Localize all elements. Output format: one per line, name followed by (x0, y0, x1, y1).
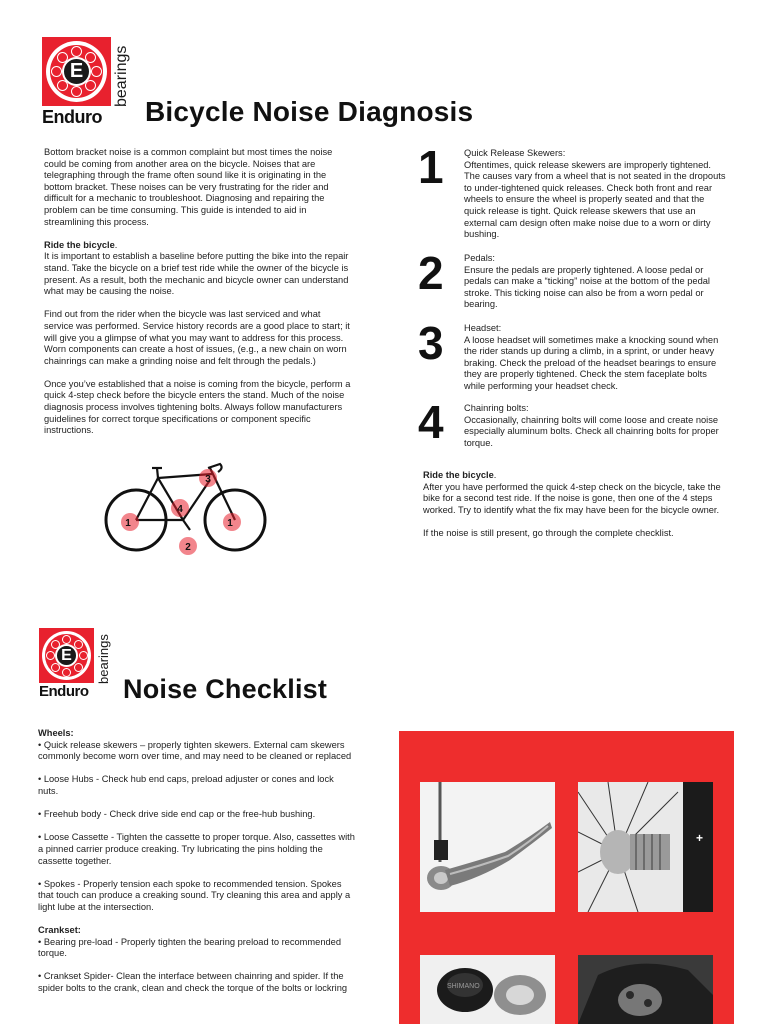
marker-label: 2 (185, 542, 191, 553)
step-1 (464, 148, 726, 241)
photo-panel (399, 731, 734, 1024)
logo-brand-text: Enduro (39, 683, 89, 700)
logo-letter: E (62, 57, 91, 86)
logo-letter: E (55, 644, 78, 667)
page-title: Bicycle Noise Diagnosis (145, 96, 474, 127)
enduro-logo (39, 628, 119, 700)
list-item: • Crankset Spider- Clean the interface between chainring and spider. If the spider bolts to the crank, clean and check the torque of the bolts or lockring (38, 971, 348, 994)
step-title: Headset: (464, 323, 502, 333)
step-number: 1 (418, 141, 444, 193)
step-description: Oftentimes, quick release skewers are improperly tightened. The causes vary from a wheel that is not seated in the dropouts to under-tightened quick releases. Check both front and rear wheels to ensure the wheel is properly seated and that the quick release is tight. Quick release skewers that use an external cam design often make noise due to a worn or dirty bushing. (464, 159, 726, 240)
check-paragraph: Once you’ve established that a noise is coming from the bicycle, perform a quick 4-step check before the bicycle enters the stand. Much of the noise diagnosis process involves tightening bolts. Always follow manufacturers guidelines for correct torque specifications or component specific instructions. (44, 378, 351, 436)
second-ride-heading: Ride the bicycle (423, 470, 494, 480)
list-item: • Spokes - Properly tension each spoke to recommended tension. Spokes that touch can produce a creaking sound. Try cleaning this area and apply a light lube at the intersection. (38, 878, 351, 912)
step-number: 3 (418, 317, 444, 369)
intro-paragraph: Bottom bracket noise is a common complaint but most times the noise could be coming from another area on the bicycle. Noises that are telegraphing through the frame often sound like it is originating in the bottom bracket. These noises can be very frustrating for the rider and difficult for a mechanic to troubleshoot. Diagnosing and repairing the problem can be time consuming. This guide is intended to aid in streamlining this process. (44, 147, 333, 227)
intro-section: Bottom bracket noise is a common complaint but most times the noise could be coming from another area on the bicycle. Noises that are telegraphing through the frame often sound like it is originating in the bottom bracket. These noises can be very frustrating for the rider and difficult for a mechanic to troubleshoot. Diagnosing and repairing the problem can be time consuming. This guide is intended to aid in streamlining this process. Ride the bicycle. It is important to establish a baseline before putting the bike into the repair stand. Take the bicycle on a brief test ride while the owner of the bicycle is present. As a result, both the mechanic and bicycle owner can understand what may be causing the noise. Find out from the rider when the bicycle was last serviced and what service was performed. Service history records are a good place to start; it will give you a glimpse of what you may want to address for this process. Worn components can create a host of issues, (e.g., a new chain on worn chainrings can make a grinding noise and felt through the pedals.) Once you’ve established that a noise is coming from the bicycle, perform a quick 4-step check before the bicycle enters the stand. Much of the noise diagnosis process involves tightening bolts. Always follow manufacturers guidelines for correct torque specifications or component specific instructions. (44, 147, 351, 436)
step-number: 2 (418, 247, 444, 299)
logo-bearings-text: bearings (113, 45, 130, 107)
logo-bearing-graphic (42, 37, 111, 106)
section-title: Noise Checklist (123, 674, 328, 704)
step-4 (464, 403, 726, 449)
list-item: • Loose Cassette - Tighten the cassette to proper torque. Also, cassettes with a pinned carrier produce creaking. Try lubricating the pins holding the cassette together. (38, 832, 355, 866)
crankset-heading: Crankset: (38, 925, 81, 936)
marker-label: 1 (227, 518, 233, 529)
ride-heading: Ride the bicycle (44, 239, 115, 250)
step-2 (464, 253, 726, 311)
step-title: Pedals: (464, 253, 496, 263)
step-description: Ensure the pedals are properly tightened. A loose pedal or pedals can make a “ticking” noise at the bottom of the pedal stroke. This ticking noise can also be from a worn pedal or bearing. (464, 264, 710, 310)
wheels-heading: Wheels: (38, 728, 74, 738)
list-item: • Loose Hubs - Check hub end caps, preload adjuster or cones and lock nuts. (38, 774, 334, 796)
crank-photo (578, 955, 713, 1024)
bottom-bracket-photo (420, 955, 555, 1024)
noise-checklist (38, 728, 356, 1006)
step-description: A loose headset will sometimes make a knocking sound when the rider stands up during a climb, in a sprint, or under heavy braking. Check the preload of the headset bearings to ensure they are properly tightened. Check the stem faceplate bolts while performing your headset check. (464, 334, 719, 391)
second-ride-section: Ride the bicycle. After you have performed the quick 4-step check on the bicycle, take the bike for a second test ride. If the noise is gone, then one of the 4 steps worked. Try to identify what the fix may have been for the bicycle owner. If the noise is still present, go through the complete checklist. (423, 470, 727, 551)
marker-label: 1 (125, 518, 131, 529)
step-title: Quick Release Skewers: (464, 148, 566, 158)
list-item: • Freehub body - Check drive side end cap or the free-hub bushing. (38, 809, 316, 820)
step-title: Chainring bolts: (464, 403, 529, 413)
hub-brand-text: SHIMANO (447, 983, 480, 990)
hub-photo (578, 782, 713, 912)
ride-paragraph: It is important to establish a baseline before putting the bike into the repair stand. Take the bicycle on a brief test ride while the owner of the bicycle is present. As a result, both the mechanic and bicycle owner can understand what may be causing the noise. (44, 251, 349, 297)
step-number: 4 (418, 396, 444, 448)
logo-bearings-text: bearings (96, 634, 111, 684)
checklist-note: If the noise is still present, go through the complete checklist. (423, 527, 674, 538)
bike-diagram (100, 450, 275, 560)
step-3 (464, 323, 726, 393)
second-ride-paragraph: After you have performed the quick 4-step check on the bicycle, take the bike for a second test ride. If the noise is gone, then one of the 4 steps worked. Try to identify what the fix may have been for the bicycle owner. (423, 481, 721, 515)
list-item: • Quick release skewers – properly tighten skewers. External cam skewers commonly become worn over time, and may need to be cleaned or replaced (38, 739, 352, 762)
list-item: • Bearing pre-load - Properly tighten the bearing preload to recommended torque. (38, 936, 341, 959)
marker-label: 4 (177, 504, 183, 515)
service-paragraph: Find out from the rider when the bicycle was last serviced and what service was performed. Service history records are a good place to start; it will give you a glimpse of what you may want to address for this process. Worn components can create a host of issues, (e.g., a new chain on worn chainrings can make a grinding noise and felt through the pedals.) (44, 309, 350, 366)
svg-text:+: + (696, 831, 704, 845)
step-description: Occasionally, chainring bolts will come loose and create noise especially aluminum bolts. Check all chainring bolts for proper torque. (464, 414, 719, 448)
marker-label: 3 (205, 474, 211, 485)
logo-bearing-graphic (39, 628, 94, 683)
logo-brand-text: Enduro (42, 107, 102, 127)
skewer-photo (420, 782, 555, 912)
enduro-logo (42, 37, 132, 127)
